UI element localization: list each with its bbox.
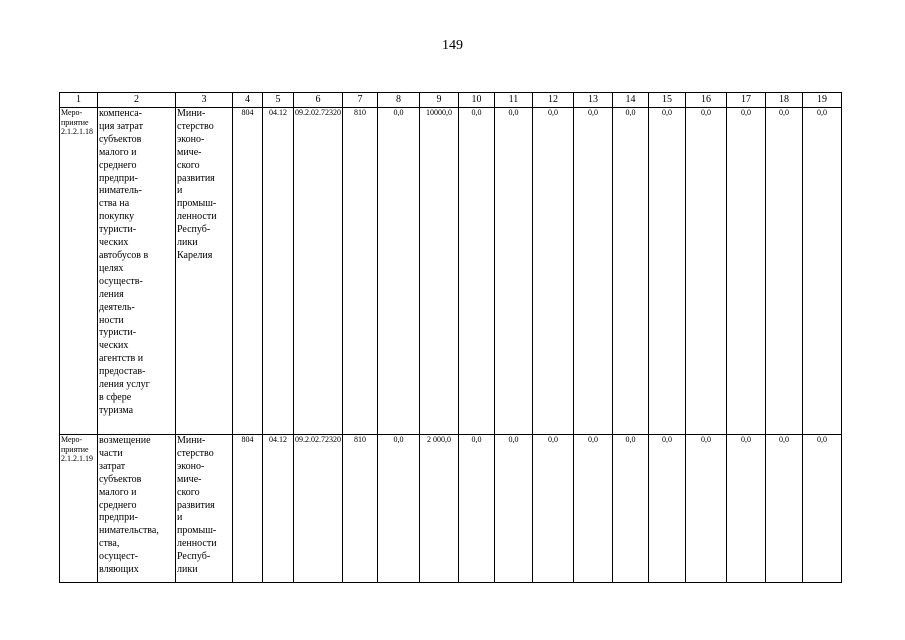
value-cell-17-line: 0,0: [741, 108, 751, 117]
executor-cell-line: промыш-: [177, 525, 217, 537]
value-cell-10-line: 0,0: [471, 108, 482, 117]
description-cell-line: деятель-: [99, 301, 135, 313]
event-cell: [60, 435, 98, 583]
value-cell-19: [803, 108, 842, 435]
executor-cell-line: Мини-: [177, 435, 206, 446]
value-cell-7: [343, 435, 378, 583]
column-header-3: 3: [176, 93, 233, 108]
value-cell-8: [378, 435, 420, 583]
executor-cell-line: Респуб-: [177, 551, 211, 563]
description-cell-line: туризма: [99, 404, 134, 416]
value-cell-6-line: 320: [329, 108, 341, 117]
column-header-19: 19: [803, 93, 842, 108]
executor-cell-line: развития: [177, 172, 215, 184]
value-cell-12-line: 0,0: [548, 108, 558, 117]
executor-cell: [176, 435, 233, 583]
executor-cell-line: ленности: [177, 211, 217, 223]
budget-table: [59, 92, 842, 583]
description-cell: [98, 435, 176, 583]
executor-cell-line: эконо-: [177, 133, 205, 145]
executor-cell-line: промыш-: [177, 198, 217, 210]
description-cell-line: части: [99, 447, 123, 459]
executor-cell-line: лики: [177, 237, 198, 249]
event-cell-line: приятие: [61, 117, 89, 127]
value-cell-10-line: 0,0: [471, 435, 482, 444]
column-header-15: 15: [649, 93, 686, 108]
description-cell-line: нимательства,: [99, 525, 159, 537]
description-cell-line: компенса-: [99, 108, 142, 119]
value-cell-17: [727, 435, 766, 583]
executor-cell-line: развития: [177, 499, 215, 511]
value-cell-5: [263, 108, 294, 435]
value-cell-14: [613, 108, 649, 435]
executor-cell: [176, 108, 233, 435]
description-cell-line: ниматель-: [99, 185, 142, 197]
value-cell-14-line: 0,0: [625, 108, 636, 117]
value-cell-6-line: 02.72: [311, 108, 329, 117]
value-cell-19-line: 0,0: [817, 435, 827, 444]
value-cell-15-line: 0,0: [662, 108, 672, 117]
header-row: [60, 93, 842, 108]
value-cell-9-line: 10: [426, 108, 434, 117]
value-cell-16-line: 0,0: [701, 435, 711, 444]
description-cell-line: ческих: [99, 340, 129, 352]
value-cell-18-line: 0,0: [779, 435, 789, 444]
value-cell-4: [233, 108, 263, 435]
page-number: 149: [442, 38, 463, 53]
event-cell-line: Меро-: [61, 108, 83, 117]
column-header-18: 18: [766, 93, 803, 108]
value-cell-4-line: 804: [241, 435, 254, 444]
description-cell-line: туристи-: [99, 327, 137, 339]
executor-cell-line: и: [177, 512, 183, 524]
executor-cell-line: ленности: [177, 538, 217, 550]
value-cell-6: [294, 435, 343, 583]
value-cell-6: [294, 108, 343, 435]
value-cell-15: [649, 435, 686, 583]
value-cell-8-line: 0,0: [393, 108, 404, 117]
table-row: [60, 108, 842, 435]
value-cell-17: [727, 108, 766, 435]
value-cell-12-line: 0,0: [548, 435, 558, 444]
description-cell-line: возмещение: [99, 435, 151, 446]
executor-cell-line: и: [177, 185, 183, 197]
column-header-8: 8: [378, 93, 420, 108]
value-cell-6-line: 02.72: [311, 435, 329, 444]
value-cell-16: [686, 435, 727, 583]
value-cell-6-line: 09.2.: [295, 108, 311, 117]
value-cell-16: [686, 108, 727, 435]
description-cell-line: ления услуг: [99, 379, 150, 391]
value-cell-15-line: 0,0: [662, 435, 672, 444]
column-header-1: 1: [60, 93, 98, 108]
value-cell-13-line: 0,0: [588, 108, 598, 117]
description-cell-line: осуществ-: [99, 275, 143, 287]
value-cell-12: [533, 435, 574, 583]
description-cell-line: предостав-: [99, 366, 146, 378]
column-header-17: 17: [727, 93, 766, 108]
description-cell-line: агентств и: [99, 353, 144, 365]
executor-cell-line: Мини-: [177, 108, 206, 119]
value-cell-13-line: 0,0: [588, 435, 598, 444]
description-cell-line: покупку: [99, 211, 135, 223]
description-cell-line: автобусов в: [99, 249, 149, 261]
executor-cell-line: лики: [177, 564, 198, 576]
column-header-2: 2: [98, 93, 176, 108]
value-cell-5-line: 04.1: [269, 435, 283, 444]
executor-cell-line: миче-: [177, 473, 202, 485]
description-cell-line: предпри-: [99, 512, 138, 524]
executor-cell-line: эконо-: [177, 460, 205, 472]
description-cell-line: ческих: [99, 237, 129, 249]
value-cell-18-line: 0,0: [779, 108, 789, 117]
value-cell-17-line: 0,0: [741, 435, 751, 444]
value-cell-4: [233, 435, 263, 583]
column-header-6: 6: [294, 93, 343, 108]
description-cell-line: ция затрат: [99, 120, 143, 132]
description-cell-line: среднего: [99, 499, 137, 511]
value-cell-18: [766, 435, 803, 583]
value-cell-15: [649, 108, 686, 435]
event-cell-line: 2.1.2.1.18: [61, 127, 93, 136]
description-cell-line: субъектов: [99, 473, 142, 485]
executor-cell-line: ского: [177, 486, 200, 498]
event-cell-line: Меро-: [61, 435, 83, 444]
column-header-10: 10: [459, 93, 495, 108]
event-cell-line: приятие: [61, 444, 89, 454]
value-cell-6-line: 09.2.: [295, 435, 311, 444]
value-cell-8-line: 0,0: [393, 435, 404, 444]
value-cell-13: [574, 435, 613, 583]
executor-cell-line: стерство: [177, 120, 214, 132]
column-header-14: 14: [613, 93, 649, 108]
value-cell-19: [803, 435, 842, 583]
value-cell-9-line: 000,0: [434, 108, 452, 117]
value-cell-4-line: 804: [241, 108, 254, 117]
description-cell-line: в сфере: [99, 391, 132, 403]
value-cell-7-line: 810: [354, 108, 366, 117]
value-cell-12: [533, 108, 574, 435]
description-cell-line: малого и: [99, 486, 137, 498]
column-header-7: 7: [343, 93, 378, 108]
executor-cell-line: Респуб-: [177, 224, 211, 236]
value-cell-7: [343, 108, 378, 435]
executor-cell-line: миче-: [177, 146, 202, 158]
description-cell-line: ства,: [99, 538, 120, 550]
description-cell: [98, 108, 176, 435]
description-cell-line: ности: [99, 314, 124, 326]
description-cell-line: целях: [99, 262, 124, 274]
description-cell-line: затрат: [99, 460, 126, 472]
value-cell-10: [459, 108, 495, 435]
value-cell-5-line: 04.1: [269, 108, 283, 117]
value-cell-5-line: 2: [283, 108, 287, 117]
description-cell-line: ства на: [99, 198, 130, 210]
value-cell-10: [459, 435, 495, 583]
column-header-13: 13: [574, 93, 613, 108]
executor-cell-line: ского: [177, 159, 200, 171]
description-cell-line: субъектов: [99, 133, 142, 145]
executor-cell-line: Карелия: [177, 249, 213, 261]
column-header-11: 11: [495, 93, 533, 108]
column-header-12: 12: [533, 93, 574, 108]
value-cell-16-line: 0,0: [701, 108, 711, 117]
column-header-5: 5: [263, 93, 294, 108]
value-cell-9: [420, 435, 459, 583]
description-cell-line: вляющих: [99, 564, 139, 576]
value-cell-11-line: 0,0: [508, 108, 519, 117]
column-header-9: 9: [420, 93, 459, 108]
table-row: [60, 435, 842, 583]
value-cell-5: [263, 435, 294, 583]
value-cell-5-line: 2: [283, 435, 287, 444]
description-cell-line: предпри-: [99, 172, 138, 184]
event-cell-line: 2.1.2.1.19: [61, 454, 93, 463]
description-cell-line: малого и: [99, 146, 137, 158]
column-header-16: 16: [686, 93, 727, 108]
value-cell-11-line: 0,0: [508, 435, 519, 444]
description-cell-line: осущест-: [99, 551, 139, 563]
value-cell-6-line: 320: [329, 435, 341, 444]
value-cell-9: [420, 108, 459, 435]
value-cell-11: [495, 435, 533, 583]
value-cell-18: [766, 108, 803, 435]
description-cell-line: среднего: [99, 159, 137, 171]
value-cell-11: [495, 108, 533, 435]
value-cell-8: [378, 108, 420, 435]
executor-cell-line: стерство: [177, 447, 214, 459]
event-cell: [60, 108, 98, 435]
value-cell-7-line: 810: [354, 435, 366, 444]
value-cell-14: [613, 435, 649, 583]
value-cell-13: [574, 108, 613, 435]
value-cell-14-line: 0,0: [625, 435, 636, 444]
description-cell-line: ления: [99, 288, 124, 300]
value-cell-19-line: 0,0: [817, 108, 827, 117]
description-cell-line: туристи-: [99, 224, 137, 236]
value-cell-9-line: 2 000,0: [427, 435, 451, 444]
column-header-4: 4: [233, 93, 263, 108]
